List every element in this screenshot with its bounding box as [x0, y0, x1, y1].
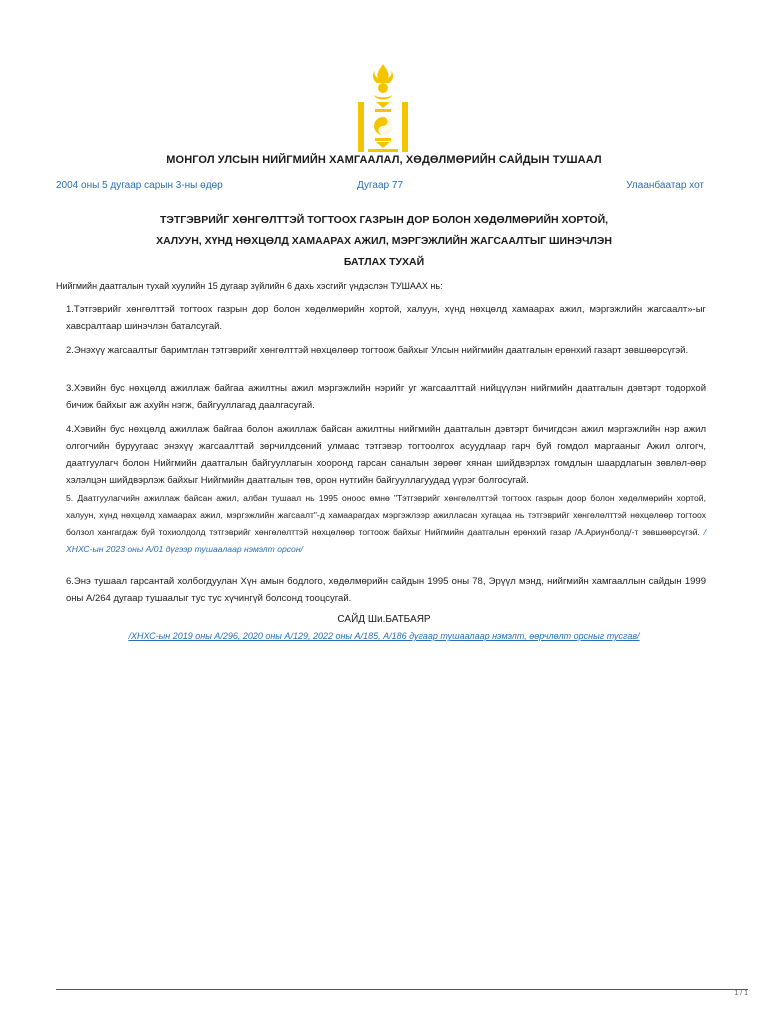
- paragraph-3: 3.Хэвийн бус нөхцөлд ажиллаж байгаа ажилтны ажил мэргэжлийн нэрийг уг жагсаалттай нийцүүлэн нийгмийн даатгалын дэвтэрт тодорхой бичиж байхыг аж ахуйн нэгж, байгууллагад даалгасугай.: [66, 383, 706, 411]
- paragraph-6: 6.Энэ тушаал гарсантай холбогдуулан Хүн амын бодлого, хөдөлмөрийн сайдын 1995 оны 78, Эрүүл мэнд, нийгмийн хамгааллын сайдын 1999 оны А/264 дугаар тушаалыг тус тус хүчингүй болсонд тооцсугай.: [66, 576, 706, 604]
- document-number: Дугаар 77: [357, 180, 404, 191]
- subject-line-2: ХАЛУУН, ХҮНД НӨХЦӨЛД ХАМААРАХ АЖИЛ, МЭРГЭЖЛИЙН ЖАГСААЛТЫГ ШИНЭЧЛЭН: [156, 235, 612, 247]
- page-number: 1 / 1: [734, 990, 748, 997]
- paragraph-4: 4.Хэвийн бус нөхцөлд ажиллаж байгаа болон ажиллаж байсан ажилтны нийгмийн даатгалын дэвтэрт бичигдсэн ажил мэргэжлийн нэр ажил олгогчийн буруугаас энэхүү жагсаалттай зөрчилдсөний улмаас тэтгэвэр тогтоолгох асуудлаар гарч буй гомдол маргааныг Ажил олгогч, даатгуулагч болон Нийгмийн даатгалын байгууллагын хооронд гарсан саналын зөрөөг хянан шийдвэрлэх гомдлын шаардлагын зөвлөл-өөр хэлэлцэн шийдвэрлэж байхыг Нийгмийн даатгалын төв, орон нутгийн байгууллагуудад үүрэг болгосугай.: [66, 424, 706, 486]
- document-subject: [40, 210, 728, 273]
- signature: САЙД Ши.БАТБАЯР: [337, 614, 431, 625]
- document-title: МОНГОЛ УЛСЫН НИЙГМИЙН ХАМГААЛАЛ, ХӨДӨЛМӨРИЙН САЙДЫН ТУШААЛ: [166, 154, 602, 166]
- subject-line-3: БАТЛАХ ТУХАЙ: [343, 256, 425, 268]
- amendments-note: /ХНХС-ын 2019 оны А/296, 2020 оны А/129, 2022 оны А/185, А/186 дугаар тушаалаар нэмэлт, өөрчлөлт орсныг тусгав/: [128, 631, 640, 641]
- subject-line-1: ТЭТГЭВРИЙГ ХӨНГӨЛТТЭЙ ТОГТООХ ГАЗРЫН ДОР БОЛОН ХӨДӨЛМӨРИЙН ХОРТОЙ,: [159, 214, 609, 226]
- document-date: 2004 оны 5 дугаар сарын 3-ны өдөр: [56, 180, 223, 191]
- paragraph-5: [66, 490, 706, 558]
- paragraph-5-text: 5. Даатгуулагчийн ажиллаж байсан ажил, албан тушаал нь 1995 оноос өмнө "Тэтгэврийг хөнгөлөлттэй тогтоох газрын доор болон хөдөлмөрийн хортой, халуун, хүнд нөхцөлд хамаарах ажил, мэргэжлийн жагсаалт"-д хамаарагдах мэргэжлээр ажилласан хугацаа нь тэтгэврийг хөнгөлөлттэй нөхцөлөөр тогтоох болзол хангагдаж буй тохиолдолд тэтгэврийг хөнгөлөлттэй нөхцөлөөр тогтоож байхыг Нийгмийн даатгалын ерөнхий газар /А.Ариунболд/-т зөвшөөрсүгэй.: [66, 493, 706, 537]
- paragraph-1: 1.Тэтгэврийг хөнгөлттэй тогтоох газрын дор болон хөдөлмөрийн хортой, халуун, хүнд нөхцөлд хамаарах ажил, мэргэжлийн жагсаалт»-ыг хавсралтаар шинэчлэн баталсугай.: [66, 304, 706, 332]
- legal-basis: Нийгмийн даатгалын тухай хуулийн 15 дугаар зүйлийн 6 дахь хэсгийг үндэслэн ТУШААХ нь:: [56, 281, 443, 291]
- footer-divider: [56, 989, 748, 990]
- paragraph-5-amendment-note: /ХНХС-ын 2023 оны А/01 дүгээр тушаалаар нэмэлт орсон/: [66, 527, 707, 554]
- soyombo-emblem-icon: [352, 64, 414, 154]
- paragraph-2: 2.Энэхүү жагсаалтыг баримтлан тэтгэврийг хөнгөлттэй нөхцөлөөр тогтоож байхыг Улсын нийгмийн даатгалын ерөнхий газарт зөвшөөрсүгэй.: [66, 345, 689, 356]
- document-city: Улаанбаатар хот: [626, 180, 704, 191]
